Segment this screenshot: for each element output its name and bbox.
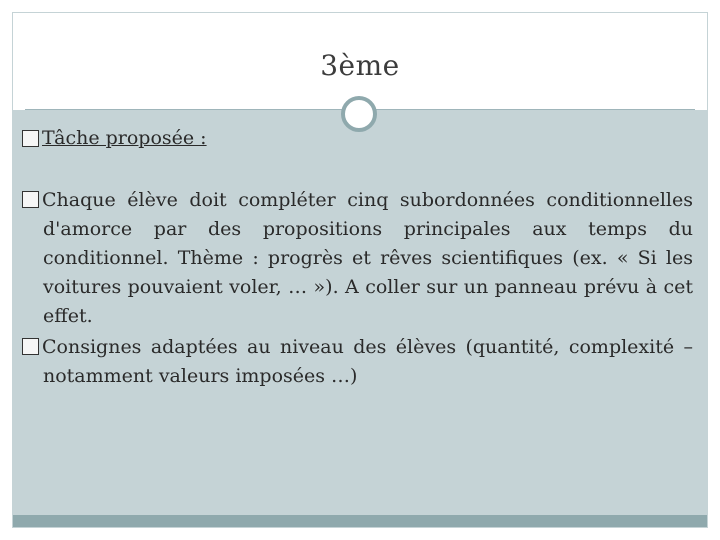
heading-bullet xyxy=(22,127,207,149)
checkbox-bullet-icon xyxy=(22,191,39,208)
circle-ornament-icon xyxy=(341,96,377,132)
slide-title: 3ème xyxy=(320,49,400,82)
paragraph-text: Chaque élève doit compléter cinq subordonnées conditionnelles d'amorce par des propositions principales aux temps du conditionnel. Thème : progrès et rêves scientifiques (ex. « Si les voitures pouvaient voler, … »). A coller sur un panneau prévu à cet effet. xyxy=(42,189,693,327)
slide-heading: Tâche proposée : xyxy=(42,127,207,149)
checkbox-bullet-icon xyxy=(22,130,39,147)
title-divider xyxy=(13,98,707,122)
paragraph-text: Consignes adaptées au niveau des élèves (quantité, complexité – notamment valeurs imposées …) xyxy=(42,336,693,387)
bullet-paragraph-2 xyxy=(22,333,693,391)
checkbox-bullet-icon xyxy=(22,338,39,355)
bottom-bar xyxy=(13,515,707,527)
bullet-paragraph-1 xyxy=(22,186,693,331)
